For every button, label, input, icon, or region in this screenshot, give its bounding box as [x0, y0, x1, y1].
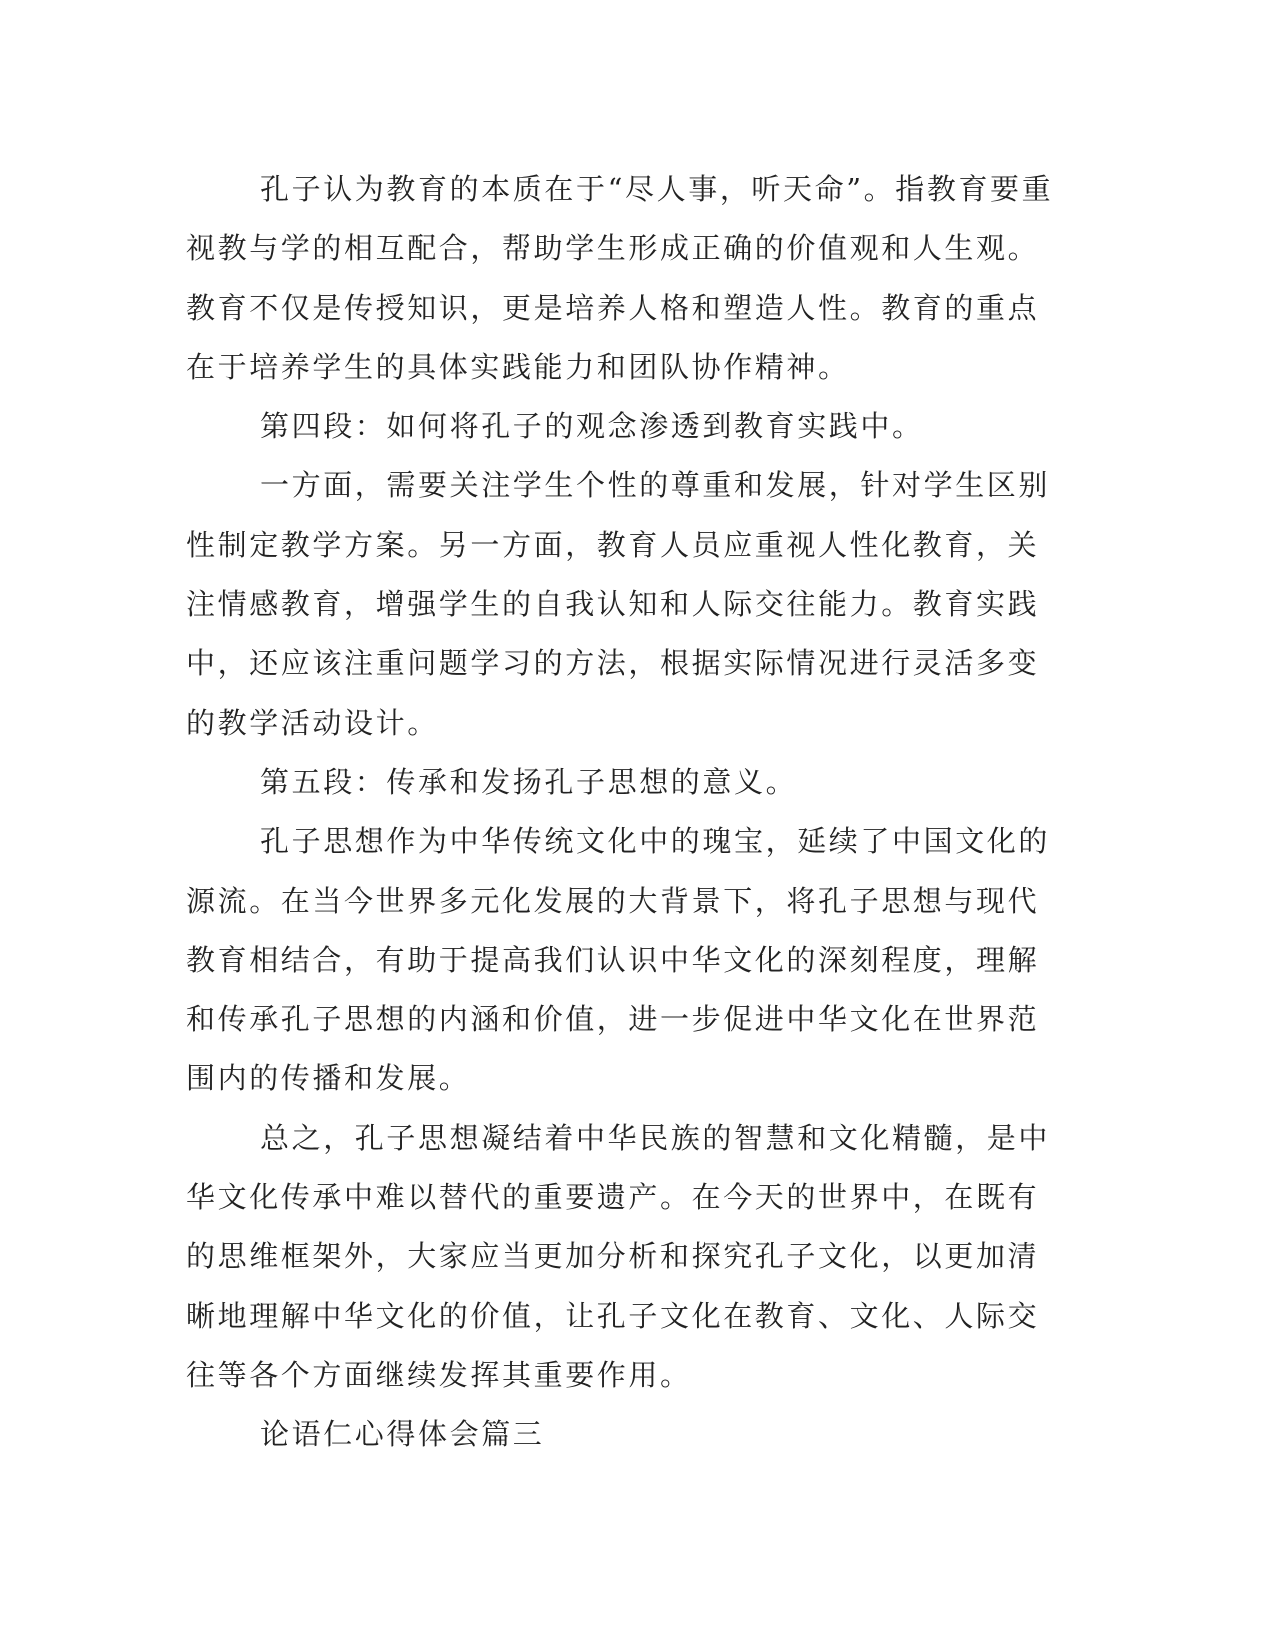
chapter-title-part-three: 论语仁心得体会篇三 [260, 1417, 545, 1452]
section-heading-fifth: 第五段：传承和发扬孔子思想的意义。 [260, 764, 798, 799]
paragraph-education-practice: 一方面，需要关注学生个性的尊重和发展，针对学生区别性制定教学方案。另一方面，教育人员应重视人性化教育，关注情感教育，增强学生的自我认知和人际交往能力。教育实践中，还应该注重问题学习的方法，根据实际情况进行灵活多变的教学活动设计。 [186, 468, 1051, 740]
paragraph-conclusion: 总之，孔子思想凝结着中华民族的智慧和文化精髓，是中华文化传承中难以替代的重要遗产。在今天的世界中，在既有的思维框架外，大家应当更加分析和探究孔子文化，以更加清晰地理解中华文化的价值，让孔子文化在教育、文化、人际交往等各个方面继续发挥其重要作用。 [186, 1120, 1051, 1392]
section-heading-fourth: 第四段：如何将孔子的观念渗透到教育实践中。 [260, 409, 924, 444]
paragraph-inheritance-meaning: 孔子思想作为中华传统文化中的瑰宝，延续了中国文化的源流。在当今世界多元化发展的大背景下，将孔子思想与现代教育相结合，有助于提高我们认识中华文化的深刻程度，理解和传承孔子思想的内涵和价值，进一步促进中华文化在世界范围内的传播和发展。 [186, 824, 1051, 1096]
paragraph-education-essence: 孔子认为教育的本质在于“尽人事，听天命”。指教育要重视教与学的相互配合，帮助学生形成正确的价值观和人生观。教育不仅是传授知识，更是培养人格和塑造人性。教育的重点在于培养学生的具体实践能力和团队协作精神。 [186, 172, 1054, 384]
document-body [186, 160, 1066, 1465]
